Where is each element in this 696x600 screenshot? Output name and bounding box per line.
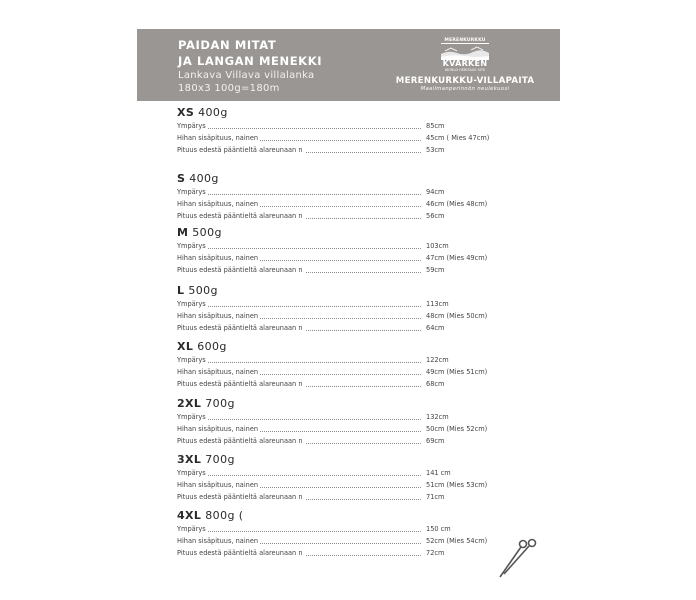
size-section [177,284,537,334]
brand-name: MERENKURKKU-VILLAPAITA [395,76,535,86]
size-code: XL [177,340,194,353]
logo-small-text: WORLD HERITAGE SITE [444,68,486,72]
measure-value: 64cm [426,324,445,332]
measure-label: Ympärys [177,525,206,533]
measure-label: Hihan sisäpituus, nainen [177,368,259,376]
measure-value: 69cm [426,437,445,445]
title-line-1: PAIDAN MITAT [178,38,277,52]
dot-leader [181,248,421,249]
measure-label: Pituus edestä pääntieltä alareunaan n [177,324,303,332]
brand-tagline: Maailmanperinnön neulekuosi [420,86,510,92]
dot-leader [181,128,421,129]
measure-label: Pituus edestä pääntieltä alareunaan n [177,493,303,501]
measure-row-circ [177,354,537,366]
measure-row-length [177,547,537,559]
measure-row-length [177,378,537,390]
measure-label: Pituus edestä pääntieltä alareunaan n [177,549,303,557]
measure-row-length [177,144,537,156]
measure-label: Hihan sisäpituus, nainen [177,134,259,142]
yarn-weight: 800g ( [205,509,244,522]
size-heading [177,172,537,186]
measure-row-circ [177,240,537,252]
yarn-weight: 400g [189,172,219,185]
measure-value: 132cm [426,413,449,421]
scissors-icon [494,534,540,580]
measure-row-sleeve [177,479,537,491]
measure-value: 85cm [426,122,445,130]
size-code: 4XL [177,509,202,522]
measure-label: Ympärys [177,413,206,421]
yarn-spec: 180x3 100g=180m [178,83,280,94]
size-heading [177,397,537,411]
measure-label: Ympärys [177,356,206,364]
dot-leader [181,194,421,195]
measure-value: 51cm (Mies 53cm) [426,481,488,489]
measure-label: Hihan sisäpituus, nainen [177,254,259,262]
measure-value: 48cm (Mies 50cm) [426,312,488,320]
measure-label: Pituus edestä pääntieltä alareunaan n [177,380,303,388]
size-section [177,397,537,447]
logo-word: KVARKEN [442,59,488,68]
measure-row-sleeve [177,366,537,378]
logo-top-text: MERENKURKKU [441,38,489,44]
size-code: L [177,284,185,297]
yarn-weight: 500g [188,284,218,297]
measure-value: 94cm [426,188,445,196]
measure-value: 71cm [426,493,445,501]
measure-label: Pituus edestä pääntieltä alareunaan n [177,266,303,274]
size-code: 2XL [177,397,202,410]
measure-value: 113cm [426,300,449,308]
dot-leader [181,419,421,420]
measure-row-sleeve [177,252,537,264]
measure-row-sleeve [177,132,537,144]
measure-value: 103cm [426,242,449,250]
yarn-weight: 500g [192,226,222,239]
measure-row-circ [177,120,537,132]
measure-row-length [177,491,537,503]
measure-label: Hihan sisäpituus, nainen [177,200,259,208]
measure-row-circ [177,467,537,479]
measure-label: Ympärys [177,122,206,130]
measure-value: 72cm [426,549,445,557]
dot-leader [181,475,421,476]
size-heading [177,509,537,523]
measure-label: Ympärys [177,300,206,308]
measure-label: Ympärys [177,469,206,477]
measure-row-sleeve [177,535,537,547]
yarn-weight: 600g [197,340,227,353]
dot-leader [181,362,421,363]
measure-label: Pituus edestä pääntieltä alareunaan n [177,212,303,220]
header-title-block [178,37,322,95]
size-code: XS [177,106,195,119]
kvarken-logo [441,38,489,73]
yarn-weight: 700g [205,453,235,466]
measure-value: 49cm (Mies 51cm) [426,368,488,376]
yarn-weight: 700g [205,397,235,410]
landscape-logo-icon [441,44,489,60]
header-banner [137,29,560,101]
measure-row-length [177,210,537,222]
measure-row-circ [177,411,537,423]
measure-row-circ [177,523,537,535]
measure-row-sleeve [177,310,537,322]
measure-label: Hihan sisäpituus, nainen [177,312,259,320]
size-section [177,106,537,156]
measure-row-circ [177,186,537,198]
dot-leader [181,531,421,532]
measure-row-sleeve [177,198,537,210]
measure-value: 47cm (Mies 49cm) [426,254,488,262]
measure-value: 141 cm [426,469,451,477]
size-heading [177,284,537,298]
measure-value: 53cm [426,146,445,154]
measure-label: Pituus edestä pääntieltä alareunaan n [177,437,303,445]
brand-block [381,38,549,92]
measure-value: 45cm ( Mies 47cm) [426,134,490,142]
measure-value: 50cm (Mies 52cm) [426,425,488,433]
measure-label: Ympärys [177,188,206,196]
size-code: S [177,172,186,185]
measure-value: 68cm [426,380,445,388]
measure-label: Pituus edestä pääntieltä alareunaan n [177,146,303,154]
title-line-2: JA LANGAN MENEKKI [178,54,323,68]
measure-value: 59cm [426,266,445,274]
dot-leader [181,306,421,307]
size-heading [177,106,537,120]
measure-row-length [177,322,537,334]
measure-row-length [177,264,537,276]
yarn-name: Lankava Villava villalanka [178,70,315,81]
measure-row-length [177,435,537,447]
measure-value: 56cm [426,212,445,220]
measure-label: Hihan sisäpituus, nainen [177,537,259,545]
size-section [177,453,537,503]
size-section [177,509,537,559]
measure-row-circ [177,298,537,310]
measure-value: 52cm (Mies 54cm) [426,537,488,545]
measure-value: 150 cm [426,525,451,533]
size-section [177,226,537,276]
measure-row-sleeve [177,423,537,435]
size-heading [177,453,537,467]
measure-label: Hihan sisäpituus, nainen [177,481,259,489]
size-heading [177,340,537,354]
size-section [177,172,537,222]
measure-value: 46cm (Mies 48cm) [426,200,488,208]
measure-label: Ympärys [177,242,206,250]
measure-label: Hihan sisäpituus, nainen [177,425,259,433]
measure-value: 122cm [426,356,449,364]
size-section [177,340,537,390]
size-code: 3XL [177,453,202,466]
yarn-weight: 400g [198,106,228,119]
size-code: M [177,226,189,239]
size-heading [177,226,537,240]
